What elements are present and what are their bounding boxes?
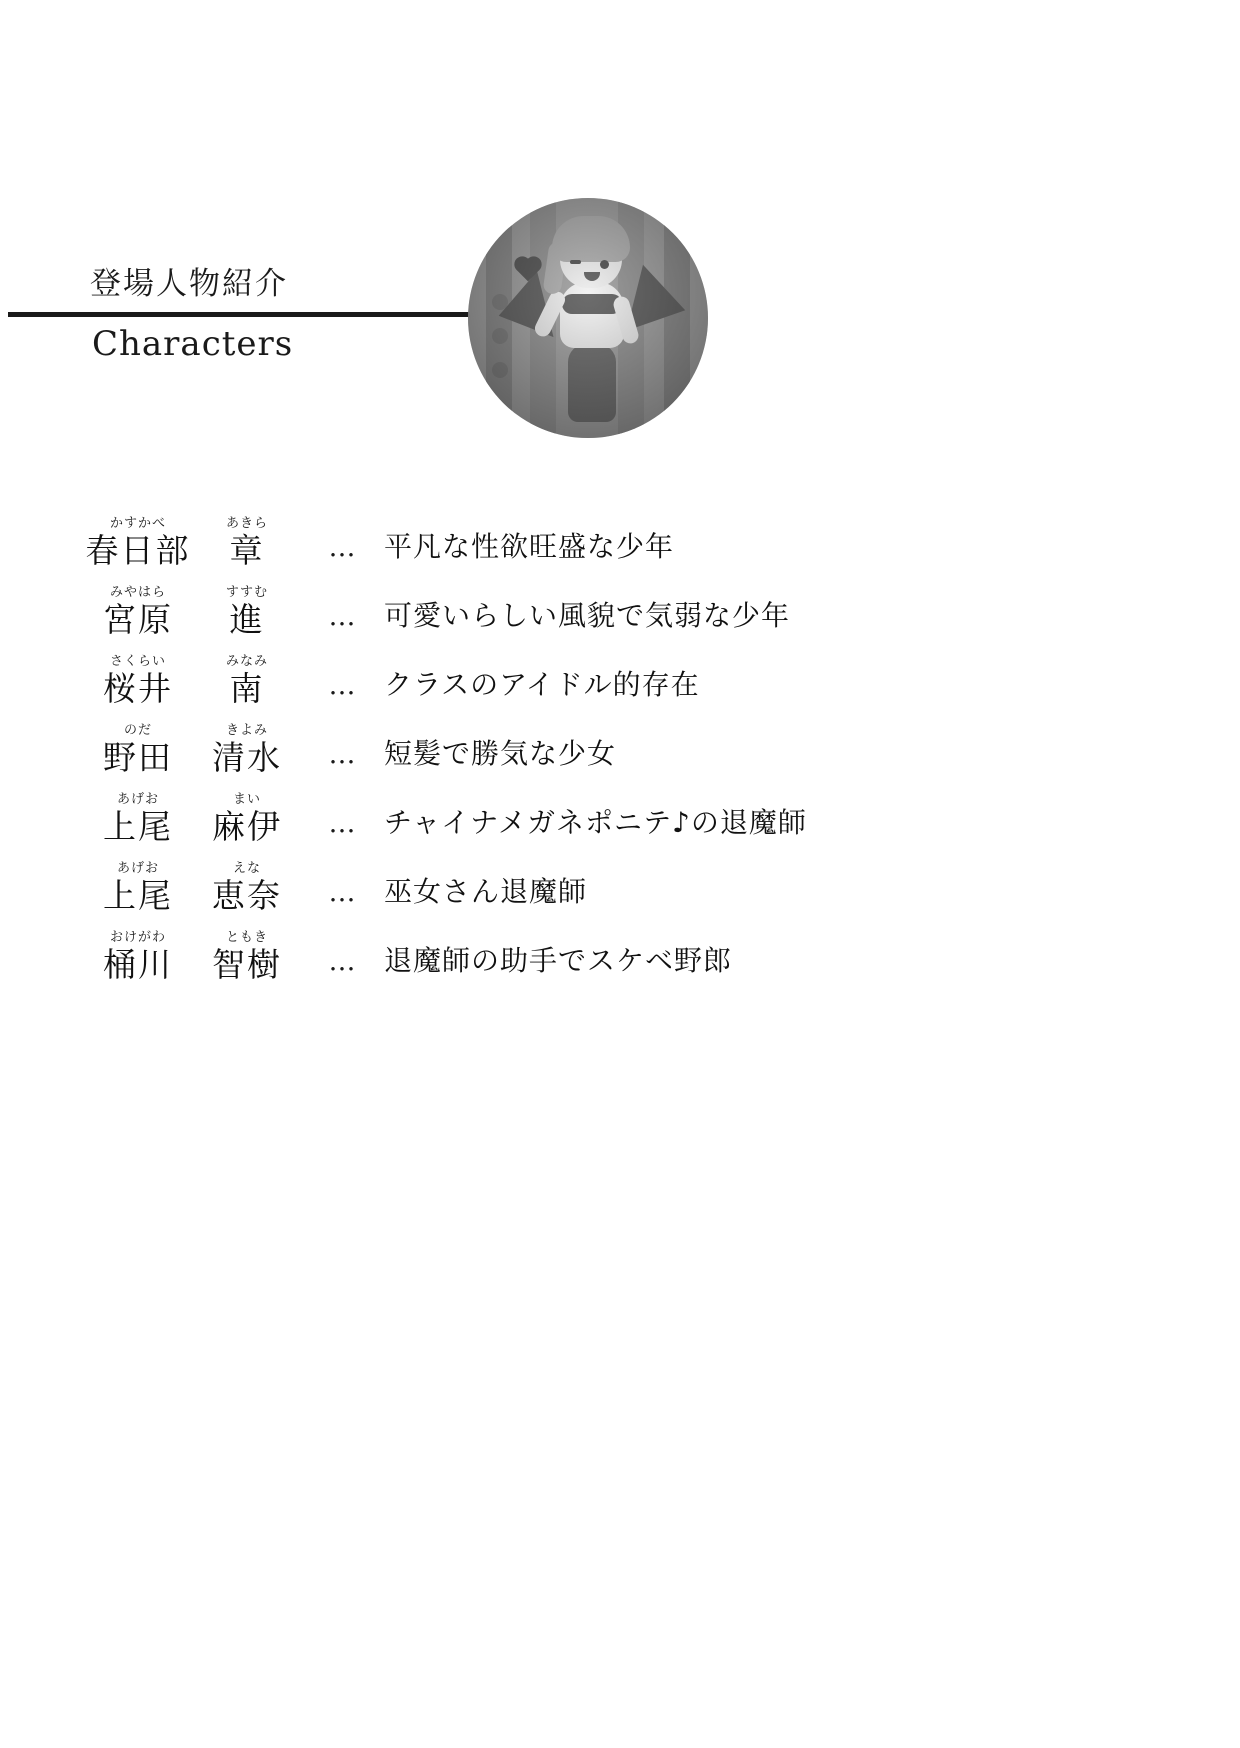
surname-kanji: 上尾 <box>103 876 173 915</box>
character-name <box>0 723 300 777</box>
surname-furigana: あげお <box>116 792 159 807</box>
character-description: 可愛いらしい風貌で気弱な少年 <box>384 599 791 632</box>
character-description: 退魔師の助手でスケベ野郎 <box>384 944 733 977</box>
character-row <box>0 774 1240 846</box>
header-divider <box>8 312 508 317</box>
character-name <box>0 861 300 915</box>
page-title-english: Characters <box>92 324 294 364</box>
character-surname <box>82 792 194 846</box>
character-row <box>0 912 1240 984</box>
surname-kanji: 桜井 <box>103 669 173 708</box>
character-given-name <box>194 930 300 984</box>
leader-dots: … <box>328 532 356 563</box>
character-given-name <box>194 861 300 915</box>
character-surname <box>82 723 194 777</box>
surname-furigana: あげお <box>116 861 159 876</box>
character-name <box>0 516 300 570</box>
character-name <box>0 654 300 708</box>
given-name-kanji: 章 <box>229 531 265 570</box>
character-row <box>0 705 1240 777</box>
character-description: 巫女さん退魔師 <box>384 875 588 908</box>
surname-furigana: さくらい <box>109 654 166 669</box>
given-name-kanji: 麻伊 <box>212 807 282 846</box>
character-row <box>0 567 1240 639</box>
given-name-kanji: 恵奈 <box>212 876 282 915</box>
character-surname <box>82 930 194 984</box>
character-surname <box>82 654 194 708</box>
leader-dots: … <box>328 877 356 908</box>
given-name-kanji: 智樹 <box>212 945 282 984</box>
given-name-furigana: えな <box>232 861 261 876</box>
character-name <box>0 792 300 846</box>
given-name-furigana: ともき <box>225 930 268 945</box>
illustration-shading <box>468 198 708 438</box>
character-row <box>0 843 1240 915</box>
given-name-furigana: すすむ <box>225 585 269 600</box>
character-given-name <box>194 516 300 570</box>
given-name-kanji: 南 <box>229 669 265 708</box>
character-given-name <box>194 792 300 846</box>
character-name <box>0 930 300 984</box>
character-surname <box>82 861 194 915</box>
given-name-furigana: あきら <box>225 516 268 531</box>
page-title-japanese: 登場人物紹介 <box>90 266 288 302</box>
character-given-name <box>194 585 300 639</box>
leader-dots: … <box>328 808 356 839</box>
surname-kanji: 上尾 <box>103 807 173 846</box>
leader-dots: … <box>328 739 356 770</box>
character-given-name <box>194 654 300 708</box>
leader-dots: … <box>328 946 356 977</box>
given-name-furigana: まい <box>232 792 261 807</box>
leader-dots: … <box>328 601 356 632</box>
surname-furigana: かすかべ <box>109 516 166 531</box>
character-surname <box>82 585 194 639</box>
surname-kanji: 春日部 <box>85 531 191 570</box>
character-illustration <box>468 198 708 438</box>
character-list <box>0 498 1240 984</box>
character-description: チャイナメガネポニテ♪の退魔師 <box>384 806 807 839</box>
surname-kanji: 桶川 <box>103 945 173 984</box>
surname-kanji: 野田 <box>103 738 173 777</box>
given-name-kanji: 清水 <box>212 738 282 777</box>
character-row <box>0 498 1240 570</box>
character-description: 平凡な性欲旺盛な少年 <box>384 530 675 563</box>
surname-furigana: のだ <box>123 723 152 738</box>
character-description: クラスのアイドル的存在 <box>384 668 700 701</box>
character-name <box>0 585 300 639</box>
surname-furigana: みやはら <box>109 585 166 600</box>
given-name-kanji: 進 <box>229 600 265 639</box>
given-name-furigana: きよみ <box>225 723 268 738</box>
character-row <box>0 636 1240 708</box>
given-name-furigana: みなみ <box>225 654 268 669</box>
surname-kanji: 宮原 <box>103 600 173 639</box>
leader-dots: … <box>328 670 356 701</box>
character-surname <box>82 516 194 570</box>
character-description: 短髪で勝気な少女 <box>384 737 617 770</box>
surname-furigana: おけがわ <box>109 930 166 945</box>
character-given-name <box>194 723 300 777</box>
